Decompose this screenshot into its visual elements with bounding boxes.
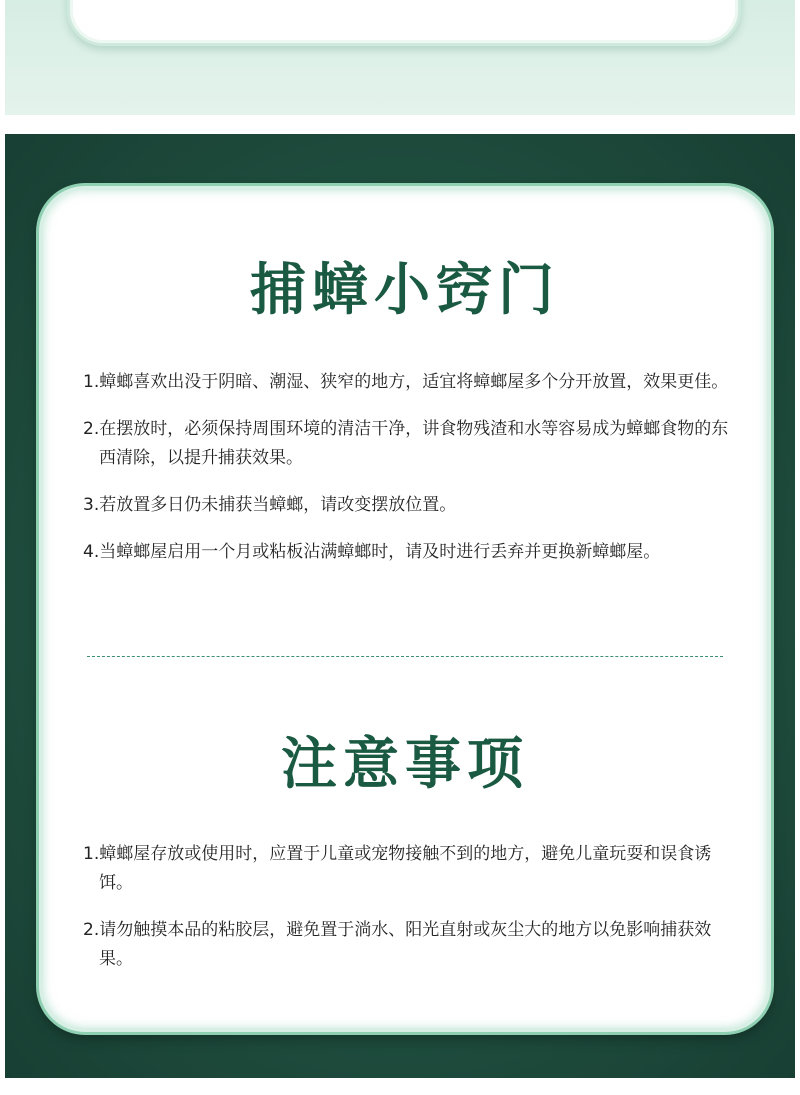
dashed-divider xyxy=(87,656,723,657)
notes-list xyxy=(83,840,743,992)
section-title-notes: 注意事项 xyxy=(281,732,529,797)
list-item: 4.当蟑螂屋启用一个月或粘板沾满蟑螂时，请及时进行丢弃并更换新蟑螂屋。 xyxy=(83,542,661,562)
tips-list xyxy=(83,368,743,585)
dark-green-panel xyxy=(5,134,795,1078)
list-item: 1.蟑螂屋存放或使用时，应置于儿童或宠物接触不到的地方，避免儿童玩耍和误食诱饵。 xyxy=(83,844,712,893)
list-item: 1.蟑螂喜欢出没于阴暗、潮湿、狭窄的地方，适宜将蟑螂屋多个分开放置，效果更佳。 xyxy=(83,372,729,392)
content-card xyxy=(39,186,771,1032)
top-card xyxy=(67,0,741,46)
section-title-tips: 捕蟑小窍门 xyxy=(250,258,560,323)
top-panel xyxy=(5,0,795,115)
list-item: 2.请勿触摸本品的粘胶层，避免置于淌水、阳光直射或灰尘大的地方以免影响捕获效果。 xyxy=(83,920,712,969)
list-item: 2.在摆放时，必须保持周围环境的清洁干净，讲食物残渣和水等容易成为蟑螂食物的东西清除，以提升捕获效果。 xyxy=(83,419,729,468)
list-item: 3.若放置多日仍未捕获当蟑螂，请改变摆放位置。 xyxy=(83,495,457,515)
